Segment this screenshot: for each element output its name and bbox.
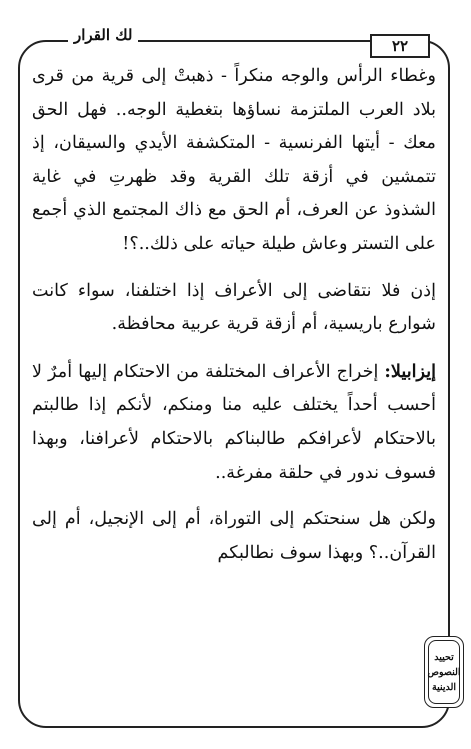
body-text [32,60,436,570]
side-tab-line-2: النصوص [427,666,461,678]
side-tab-line-3: الدينية [432,681,456,693]
paragraph-4-text: ولكن هل سنحتكم إلى التوراة، أم إلى الإنجيل، أم إلى القرآن..؟ وبهذا سوف نطالبكم [32,509,436,563]
speaker-name: إيزابيلا: [384,360,436,382]
chapter-side-tab [424,636,464,708]
paragraph-1-text: وغطاء الرأس والوجه منكراً - ذهبتْ إلى قرية من قرى بلاد العرب الملتزمة نساؤها بتغطية الوجه.. فهل الحق معك - أيتها الفرنسية - المتكشفة الأيدي والسيقان، إذ تتمشين في أزقة تلك القرية وقد ظهرتِ في غاية الشذوذ عن العرف، أم الحق مع ذاك المجتمع الذي أجمع على التستر وعاش طيلة حياته على ذلك..؟! [32,66,436,254]
running-header-title: لك القرار [68,26,138,44]
side-tab-line-1: تحييد [434,651,454,663]
paragraph-3-text: إخراج الأعراف المختلفة من الاحتكام إليها أمرٌ لا أحسب أحداً يختلف عليه منا ومنكم، لأنكم إذا طالبتم بالاحتكام لأعرافكم طالبناكم بالاحتكام لأعرافنا، وبهذا فسوف ندور في حلقة مفرغة.. [32,361,436,483]
paragraph-4 [32,503,436,570]
paragraph-2-text: إذن فلا نتقاضى إلى الأعراف إذا اختلفنا، سواء كانت شوارع باريسية، أم أزقة قرية عربية محافظة. [32,280,436,335]
chapter-side-tab-inner [428,640,460,704]
paragraph-1 [32,60,436,262]
paragraph-2 [32,275,436,342]
page-number: ٢٢ [370,34,430,58]
paragraph-3 [32,355,436,490]
